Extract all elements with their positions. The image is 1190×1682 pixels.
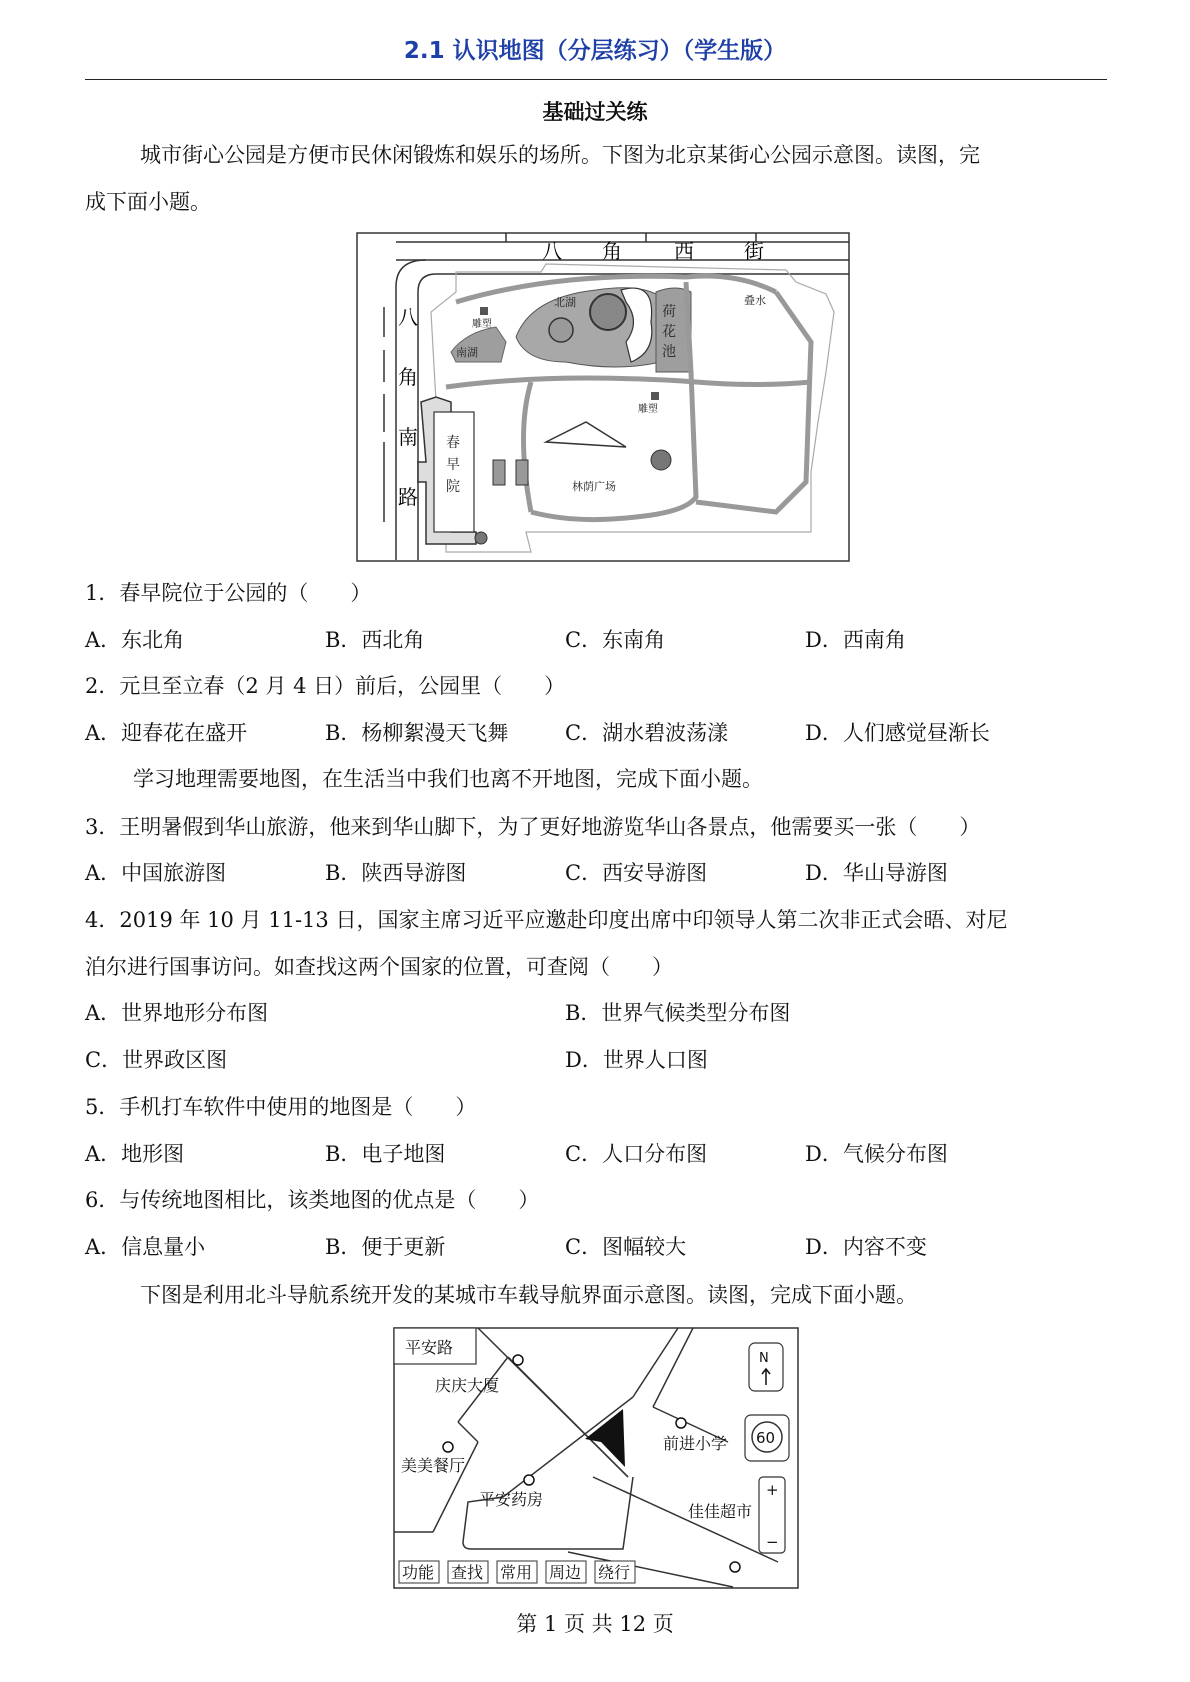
q1-option-d[interactable]: D．西南角 bbox=[805, 628, 906, 652]
navigation-button-bar bbox=[399, 1561, 635, 1583]
q6-option-d[interactable]: D．内容不变 bbox=[805, 1235, 927, 1259]
q5-text: 5．手机打车软件中使用的地图是（ ） bbox=[85, 1095, 477, 1119]
q1-option-a[interactable]: A．东北角 bbox=[85, 628, 185, 652]
qingqing-label: 庆庆大厦 bbox=[435, 1376, 500, 1395]
lotus-char-2: 花 bbox=[662, 324, 676, 340]
q2-option-a[interactable]: A．迎春花在盛开 bbox=[85, 721, 248, 745]
q4-option-d[interactable]: D．世界人口图 bbox=[565, 1048, 708, 1072]
zoom-out-button[interactable]: − bbox=[766, 1533, 779, 1551]
q4-text-line1: 4．2019 年 10 月 11-13 日，国家主席习近平应邀赴印度出席中印领导人第二次非正式会晤、对尼 bbox=[85, 908, 1008, 932]
navigation-map bbox=[393, 1327, 799, 1589]
sculpture-1-marker bbox=[480, 307, 488, 315]
road-label: 平安路 bbox=[405, 1338, 454, 1357]
intro3-text: 下图是利用北斗导航系统开发的某城市车载导航界面示意图。读图，完成下面小题。 bbox=[140, 1283, 917, 1307]
chunzao-char-1: 春 bbox=[446, 435, 460, 451]
q3-option-d[interactable]: D．华山导游图 bbox=[805, 861, 948, 885]
detour-button[interactable]: 绕行 bbox=[598, 1563, 631, 1582]
q6-option-b[interactable]: B．便于更新 bbox=[325, 1235, 446, 1259]
jiajia-label: 佳佳超市 bbox=[688, 1502, 753, 1521]
qingqing-marker bbox=[513, 1355, 523, 1365]
q2-text: 2．元旦至立春（2 月 4 日）前后，公园里（ ） bbox=[85, 674, 566, 698]
pingan-pharmacy-label: 平安药房 bbox=[479, 1490, 544, 1509]
lotus-char-1: 荷 bbox=[662, 304, 676, 320]
chunzao-block-1 bbox=[493, 460, 505, 485]
south-lake-label: 南湖 bbox=[456, 346, 478, 359]
west-road-char-3: 南 bbox=[398, 425, 418, 449]
search-button[interactable]: 查找 bbox=[451, 1563, 484, 1582]
q2-option-c[interactable]: C．湖水碧波荡漾 bbox=[565, 721, 729, 745]
q3-text: 3．王明暑假到华山旅游，他来到华山脚下，为了更好地游览华山各景点，他需要买一张（ ） bbox=[85, 815, 981, 839]
q2-option-b[interactable]: B．杨柳絮漫天飞舞 bbox=[325, 721, 509, 745]
chunzao-char-2: 早 bbox=[446, 457, 460, 473]
stacked-water-label: 叠水 bbox=[744, 294, 766, 307]
section-title: 基础过关练 bbox=[542, 100, 648, 124]
q4-text-line2: 泊尔进行国事访问。如查找这两个国家的位置，可查阅（ ） bbox=[85, 955, 673, 979]
west-road-char-2: 角 bbox=[398, 365, 418, 389]
north-road-char-2: 角 bbox=[602, 239, 622, 263]
q5-option-b[interactable]: B．电子地图 bbox=[325, 1142, 446, 1166]
q4-option-c[interactable]: C．世界政区图 bbox=[85, 1048, 228, 1072]
west-road-char-4: 路 bbox=[398, 485, 418, 509]
sculpture-2-marker bbox=[651, 392, 659, 400]
q4-option-b[interactable]: B．世界气候类型分布图 bbox=[565, 1001, 791, 1025]
common-button[interactable]: 常用 bbox=[500, 1563, 533, 1582]
meimei-marker bbox=[443, 1442, 453, 1452]
q1-option-b[interactable]: B．西北角 bbox=[325, 628, 425, 652]
sculpture-2-label: 雕塑 bbox=[638, 404, 658, 415]
park-map bbox=[356, 232, 850, 562]
north-road-char-1: 八 bbox=[542, 239, 562, 263]
nearby-button[interactable]: 周边 bbox=[549, 1563, 582, 1582]
zoom-in-button[interactable]: + bbox=[766, 1481, 779, 1499]
q6-option-c[interactable]: C．图幅较大 bbox=[565, 1235, 687, 1259]
chunzao-pavilion bbox=[475, 532, 487, 544]
jiajia-marker bbox=[730, 1562, 740, 1572]
plaza-pavilion bbox=[651, 450, 671, 470]
q1-text: 1．春早院位于公园的（ ） bbox=[85, 581, 372, 605]
chunzao-char-3: 院 bbox=[446, 479, 460, 495]
qianjin-marker bbox=[676, 1418, 686, 1428]
q3-option-c[interactable]: C．西安导游图 bbox=[565, 861, 708, 885]
intro1-line1: 城市街心公园是方便市民休闲锻炼和娱乐的场所。下图为北京某街心公园示意图。读图，完 bbox=[140, 143, 980, 167]
q1-option-c[interactable]: C．东南角 bbox=[565, 628, 666, 652]
plaza-label: 林荫广场 bbox=[572, 480, 616, 493]
page-number: 第 1 页 共 12 页 bbox=[516, 1612, 674, 1636]
intro2-text: 学习地理需要地图，在生活当中我们也离不开地图，完成下面小题。 bbox=[133, 767, 763, 791]
pingan-pharmacy-marker bbox=[524, 1475, 534, 1485]
lotus-char-3: 池 bbox=[662, 344, 676, 360]
q5-option-a[interactable]: A．地形图 bbox=[85, 1142, 185, 1166]
q4-option-a[interactable]: A．世界地形分布图 bbox=[85, 1001, 269, 1025]
q3-option-b[interactable]: B．陕西导游图 bbox=[325, 861, 467, 885]
meimei-label: 美美餐厅 bbox=[401, 1456, 466, 1475]
q5-option-d[interactable]: D．气候分布图 bbox=[805, 1142, 948, 1166]
q3-option-a[interactable]: A．中国旅游图 bbox=[85, 861, 227, 885]
qianjin-label: 前进小学 bbox=[663, 1434, 728, 1453]
function-button[interactable]: 功能 bbox=[402, 1563, 435, 1582]
north-road-char-4: 街 bbox=[744, 239, 764, 263]
north-lake-pavilion bbox=[549, 318, 573, 342]
north-lake-island bbox=[590, 294, 626, 330]
intro1-line2: 成下面小题。 bbox=[85, 190, 211, 214]
north-lake-label: 北湖 bbox=[554, 296, 576, 309]
header-divider bbox=[85, 79, 1107, 80]
page-title: 2.1 认识地图（分层练习）（学生版） bbox=[403, 38, 787, 64]
sculpture-1-label: 雕塑 bbox=[472, 319, 492, 330]
q5-option-c[interactable]: C．人口分布图 bbox=[565, 1142, 708, 1166]
q6-text: 6．与传统地图相比，该类地图的优点是（ ） bbox=[85, 1188, 540, 1212]
chunzao-block-2 bbox=[516, 460, 528, 485]
q6-option-a[interactable]: A．信息量小 bbox=[85, 1235, 206, 1259]
north-label: N bbox=[759, 1351, 769, 1366]
q2-option-d[interactable]: D．人们感觉昼渐长 bbox=[805, 721, 990, 745]
west-road-char-1: 八 bbox=[398, 305, 418, 329]
north-road-char-3: 西 bbox=[674, 239, 694, 263]
speed-limit-value: 60 bbox=[756, 1429, 776, 1447]
